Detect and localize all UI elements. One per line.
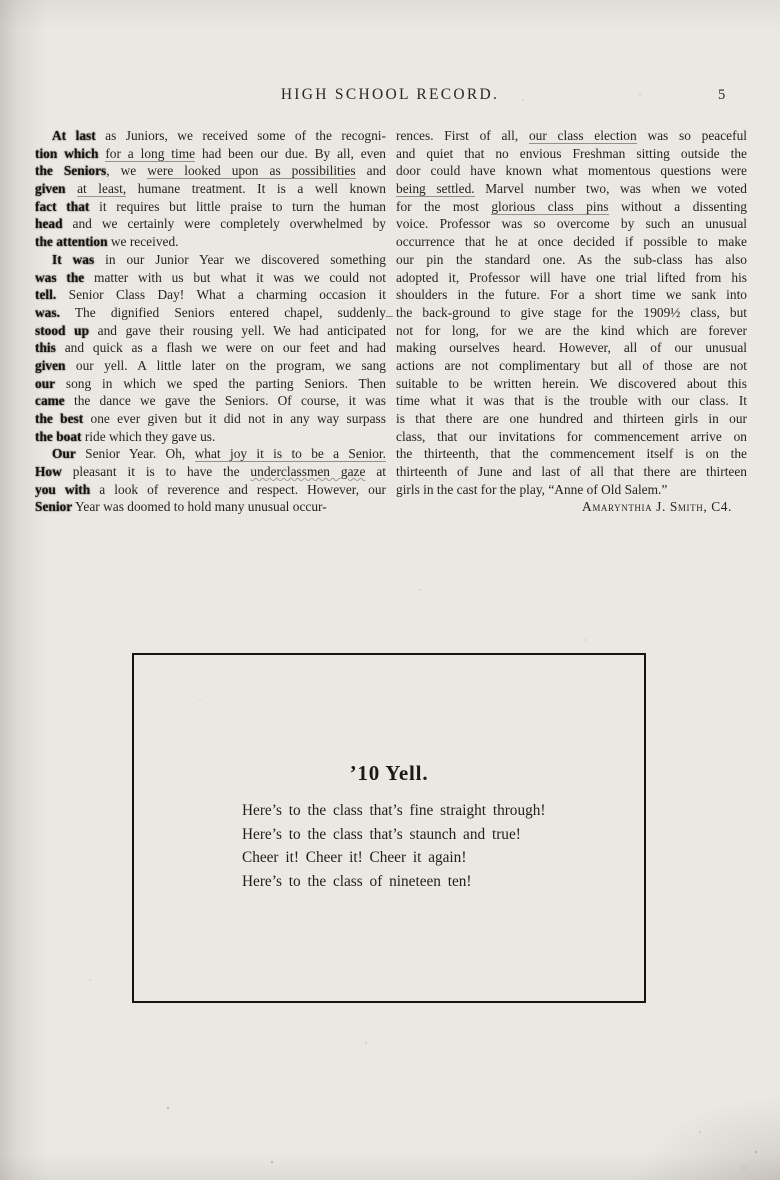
text-line: fact that it requires but little praise to turn the human	[35, 198, 386, 214]
text-line: Our Senior Year. Oh, what joy it is to be a Senior.	[52, 446, 386, 462]
yell-line: Here’s to the class that’s staunch and true!	[242, 825, 521, 843]
pencil-underline: glorious class pins	[491, 198, 609, 214]
yell-line: Here’s to the class of nineteen ten!	[242, 872, 472, 890]
ink-smudge: came	[35, 393, 65, 409]
ink-smudge: was.	[35, 304, 60, 320]
ink-smudge: our	[35, 375, 56, 391]
text-line: the Seniors, we were looked upon as possibilities and	[35, 163, 386, 179]
text-line: adopted it, Professor will have one trial lifted from his	[396, 269, 747, 285]
text-line: was. The dignified Seniors entered chapel, suddenly	[35, 304, 386, 320]
author-signature: Amarynthia J. Smith, C4.	[582, 499, 732, 515]
text-line: thirteenth of June and last of all that there are thirteen	[396, 464, 747, 480]
pencil-underline: what joy it is to be a Senior.	[194, 446, 386, 462]
pencil-margin-dash	[386, 316, 393, 317]
text-line: At last as Juniors, we received some of the recogni-	[52, 128, 386, 143]
yell-title: ’10 Yell.	[349, 761, 429, 785]
ink-smudge: How	[35, 464, 62, 480]
page-number: 5	[718, 87, 726, 103]
text-line: girls in the cast for the play, “Anne of Old Salem.”	[396, 481, 668, 497]
ink-smudge: given	[35, 181, 66, 197]
text-line: head and we certainly were completely overwhelmed by	[35, 216, 386, 232]
text-line: making ourselves heard. However, all of our unusual	[396, 340, 747, 356]
text-line: It was in our Junior Year we discovered something	[52, 251, 386, 267]
ink-smudge: the best	[35, 411, 84, 426]
article-body	[35, 127, 747, 516]
ink-smudge: the Seniors	[35, 163, 107, 179]
text-line: and quiet that no envious Freshman sitting outside the	[396, 145, 747, 161]
ink-smudge: head	[35, 216, 63, 232]
text-line: for the most glorious class pins without a dissenting	[396, 198, 747, 214]
text-line: not for long, for we are the kind which are forever	[396, 322, 747, 338]
ink-smudge: tell.	[35, 287, 57, 303]
ink-smudge: At last	[52, 128, 96, 143]
pencil-underline: our class election	[528, 128, 637, 143]
pencil-underline: being settled.	[396, 181, 475, 197]
paragraph	[35, 251, 386, 446]
text-line: actions are not complimentary but all of those are not	[396, 357, 747, 373]
text-line: class, that our invitations for commencement arrive on	[396, 428, 747, 444]
text-line: door could have known what momentous questions were	[396, 163, 747, 179]
ink-smudge: you with	[35, 481, 91, 497]
yell-line: Cheer it! Cheer it! Cheer it again!	[242, 849, 467, 866]
text-line: our pin the standard one. As the sub-class has also	[396, 251, 747, 267]
ink-smudge: stood up	[35, 322, 90, 338]
text-line: voice. Professor was so overcome by such an unusual	[396, 216, 747, 232]
text-line: rences. First of all, our class election was so peaceful	[396, 128, 747, 143]
text-line: is that there are one hundred and thirteen girls in our	[396, 411, 747, 426]
right-column	[396, 127, 747, 516]
text-line: you with a look of reverence and respect. However, our	[35, 481, 386, 497]
pencil-wavy-underline: underclassmen gaze	[250, 464, 366, 480]
ink-smudge: the attention	[35, 234, 108, 250]
text-line: time what it was that is the trouble with our class. It	[396, 393, 747, 409]
text-line: was the matter with us but what it was we could not	[35, 269, 386, 285]
ink-smudge: Our	[52, 446, 76, 462]
ink-smudge: this	[35, 340, 56, 356]
text-line: shoulders in the future. For a short time we sank into	[396, 287, 747, 303]
text-line: the best one ever given but it did not in any way surpass	[35, 411, 386, 426]
ink-smudge: It was	[52, 251, 95, 267]
pencil-underline: were looked upon as possibilities	[147, 163, 356, 179]
pencil-underline: at least,	[77, 181, 127, 197]
text-line: How pleasant it is to have the underclassmen gaze at	[35, 464, 386, 480]
paragraph	[35, 127, 386, 251]
ink-smudge: Senior	[35, 499, 73, 515]
yell-box	[132, 653, 646, 1003]
text-line: the back-ground to give stage for the 1909½ class, but	[396, 304, 747, 320]
text-line: tion which for a long time had been our due. By all, even	[35, 145, 386, 161]
text-line: being settled. Marvel number two, was when we voted	[396, 181, 747, 197]
text-line: tell. Senior Class Day! What a charming occasion it	[35, 287, 386, 303]
text-line: our song in which we sped the parting Seniors. Then	[35, 375, 386, 391]
ink-smudge: the boat	[35, 428, 82, 444]
yell-line: Here’s to the class that’s fine straight through!	[242, 802, 546, 819]
text-line: given at least, humane treatment. It is a well known	[35, 181, 386, 197]
text-line: stood up and gave their rousing yell. We had anticipated	[35, 322, 386, 338]
text-line: given our yell. A little later on the program, we sang	[35, 357, 386, 373]
paragraph	[396, 127, 747, 498]
text-line: the boat ride which they gave us.	[35, 428, 216, 444]
text-line: came the dance we gave the Seniors. Of course, it was	[35, 393, 386, 409]
text-line: suitable to be written herein. We discovered about this	[396, 375, 747, 391]
text-line: Senior Year was doomed to hold many unusual occur-	[35, 499, 327, 515]
left-column	[35, 127, 386, 516]
text-line: the attention we received.	[35, 234, 179, 250]
ink-smudge: tion which	[35, 145, 99, 161]
text-line: this and quick as a flash we were on our feet and had	[35, 340, 386, 356]
ink-smudge: given	[35, 357, 66, 373]
ink-smudge: fact that	[35, 198, 90, 214]
paragraph	[35, 445, 386, 516]
text-line: the thirteenth, that the commencement itself is on the	[396, 446, 747, 462]
page-title: HIGH SCHOOL RECORD.	[280, 86, 500, 103]
pencil-underline: for a long time	[105, 145, 196, 161]
ink-smudge: was the	[35, 269, 85, 285]
yell-lines	[242, 799, 644, 893]
text-line: occurrence that he at once decided if possible to make	[396, 234, 747, 250]
